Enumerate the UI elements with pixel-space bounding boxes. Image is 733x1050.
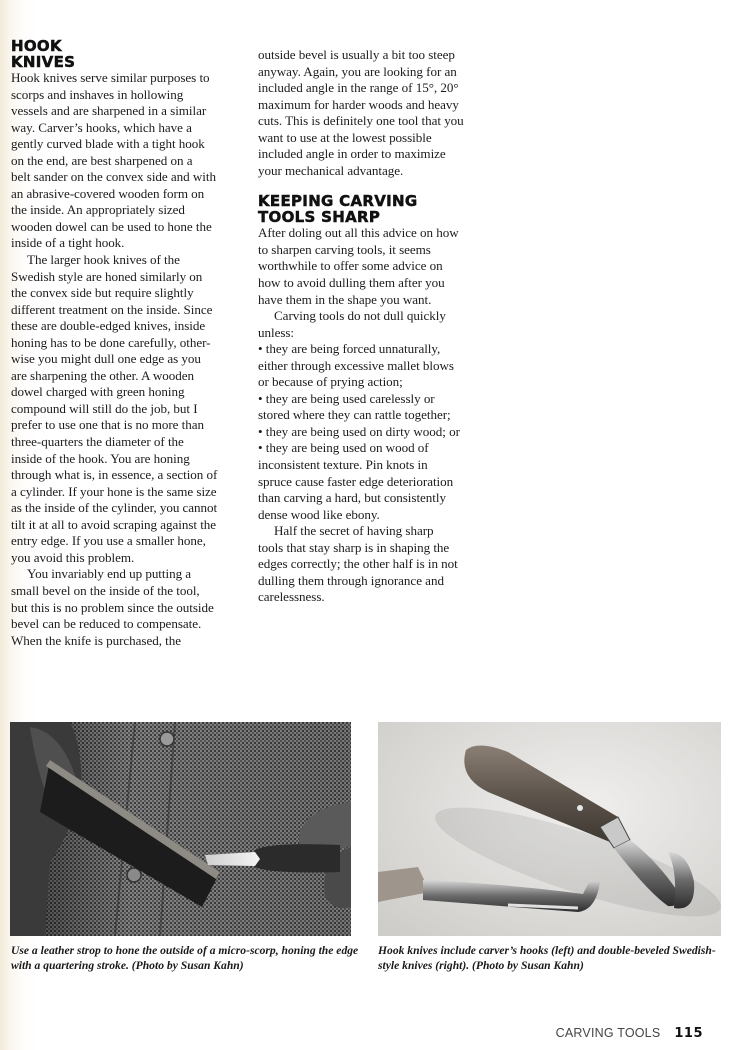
text-line: want to use at the lowest possible (258, 129, 432, 145)
text-line: bevel can be reduced to compensate. (11, 616, 202, 632)
text-line: When the knife is purchased, the (11, 632, 182, 648)
photo-hook-knives (378, 722, 721, 936)
right-column (258, 47, 480, 606)
text-line: small bevel on the inside of the tool, (11, 582, 200, 598)
text-line: how to avoid dulling them after you (258, 275, 445, 291)
photo-hook-knives-image (378, 722, 721, 936)
left-column (11, 38, 241, 649)
text-line: Carving tools do not dull quickly (274, 308, 446, 324)
page-footer (556, 1026, 703, 1041)
text-line: these are double-edged knives, inside (11, 318, 206, 334)
text-line: either through excessive mallet blows (258, 357, 454, 373)
text-line: on the end, are best sharpened on a (11, 152, 193, 168)
text-line: you avoid this problem. (11, 549, 135, 565)
bullet-item (258, 424, 480, 441)
text-line: cuts. This is definitely one tool that you (258, 113, 464, 129)
text-line: dulling them through ignorance and (258, 572, 444, 588)
text-line: your mechanical advantage. (258, 162, 404, 178)
bullet-list (258, 341, 480, 523)
text-line: inside of a tight hook. (11, 235, 125, 251)
text-line: Half the secret of having sharp (274, 523, 434, 539)
text-line: belt sander on the convex side and with (11, 169, 216, 185)
page-number: 115 (674, 1026, 703, 1041)
heading-hook-knives: HOOK KNIVES (11, 37, 76, 71)
shirt-button (160, 732, 174, 746)
shirt-button (127, 868, 141, 882)
text-line: three-quarters the diameter of the (11, 434, 184, 450)
tool-handle (255, 844, 340, 872)
text-line: Swedish style are honed similarly on (11, 268, 203, 284)
text-line: Hook knives serve similar purposes to (11, 70, 210, 85)
text-line: inside of the hook. You are honing (11, 450, 190, 466)
caption-strop-photo: Use a leather strop to hone the outside of a micro-scorp, honing the edge with a quartering stroke. (Photo by Susan Kahn) (11, 944, 359, 973)
text-line: the convex side but require slightly (11, 285, 194, 301)
bullet-item (258, 391, 480, 424)
text-line: unless: (258, 324, 295, 340)
text-line: stored where they can rattle together; (258, 407, 451, 423)
text-line: different treatment on the inside. Since (11, 301, 213, 317)
text-line: outside bevel is usually a bit too steep (258, 47, 455, 62)
text-line: After doling out all this advice on how (258, 225, 459, 241)
text-line: You invariably end up putting a (27, 566, 192, 582)
paragraph-hook-knives-intro (11, 70, 241, 252)
text-line: The larger hook knives of the (27, 252, 180, 268)
text-line: spruce cause faster edge deterioration (258, 473, 454, 489)
text-line: are sharpening the other. A wooden (11, 367, 195, 383)
heading-keeping-tools-sharp: KEEPING CARVING TOOLS SHARP (258, 192, 418, 227)
text-line: than carving a hard, but consistently (258, 490, 446, 506)
paragraph-swedish-style (11, 252, 241, 566)
text-line: a cylinder. If your hone is the same size (11, 483, 217, 499)
text-line: maximum for harder woods and heavy (258, 96, 459, 112)
text-line: the inside. An appropriately sized (11, 202, 185, 218)
bullet-item (258, 440, 480, 523)
bullet-item (258, 341, 480, 391)
text-line: • they are being forced unnaturally, (258, 341, 441, 357)
text-line: wise you might dull one edge as you (11, 351, 201, 367)
paragraph-half-the-secret (258, 523, 480, 606)
paragraph-doling-advice (258, 225, 480, 308)
text-line: inconsistent texture. Pin knots in (258, 457, 428, 473)
text-line: gently curved blade with a tight hook (11, 136, 205, 152)
text-line: prefer to use one that is no more than (11, 417, 204, 433)
text-line: or because of prying action; (258, 374, 403, 390)
text-line: way. Carver’s hooks, which have a (11, 119, 192, 135)
text-line: but this is no problem since the outside (11, 599, 214, 615)
text-line: • they are being used on dirty wood; or (258, 423, 460, 439)
text-line: to sharpen carving tools, it seems (258, 241, 431, 257)
text-line: an abrasive-covered wooden form on (11, 185, 205, 201)
text-line: dowel charged with green honing (11, 384, 185, 400)
handle-rivet (577, 805, 583, 811)
text-line: wooden dowel can be used to hone the (11, 218, 212, 234)
text-line: dense wood like ebony. (258, 506, 380, 522)
text-line: worthwhile to offer some advice on (258, 258, 443, 274)
text-line: tools that stay sharp is in shaping the (258, 539, 450, 555)
photo-strop-image (10, 722, 351, 936)
text-line: compound will still do the job, but I (11, 400, 198, 416)
text-line: honing has to be done carefully, other- (11, 334, 211, 350)
text-line: included angle in the range of 15°, 20° (258, 80, 459, 96)
text-line: vessels and are sharpened in a similar (11, 103, 207, 119)
paragraph-do-not-dull (258, 308, 480, 341)
paragraph-continued-bevel (258, 47, 480, 179)
text-line: entry edge. If you use a smaller hone, (11, 533, 206, 549)
text-line: have them in the shape you want. (258, 291, 432, 307)
text-line: as the inside of the cylinder, you cannot (11, 500, 218, 516)
paragraph-inside-bevel (11, 566, 241, 649)
text-line: scorps and inshaves in hollowing (11, 86, 184, 102)
text-line: • they are being used on wood of (258, 440, 429, 456)
text-line: tilt it at all to avoid scraping against the (11, 516, 217, 532)
photo-strop-micro-scorp (10, 722, 351, 936)
running-footer-section: CARVING TOOLS (555, 1026, 661, 1040)
text-line: through what is, in essence, a section of (11, 467, 218, 483)
text-line: edges correctly; the other half is in not (258, 556, 458, 572)
caption-hook-knives-photo: Hook knives include carver’s hooks (left) and double-beveled Swedish-style knives (right). (Photo by Susan Kahn) (378, 944, 716, 973)
text-line: • they are being used carelessly or (258, 390, 435, 406)
text-line: anyway. Again, you are looking for an (258, 63, 457, 79)
text-line: included angle in order to maximize (258, 146, 446, 162)
text-line: carelessness. (258, 589, 325, 605)
